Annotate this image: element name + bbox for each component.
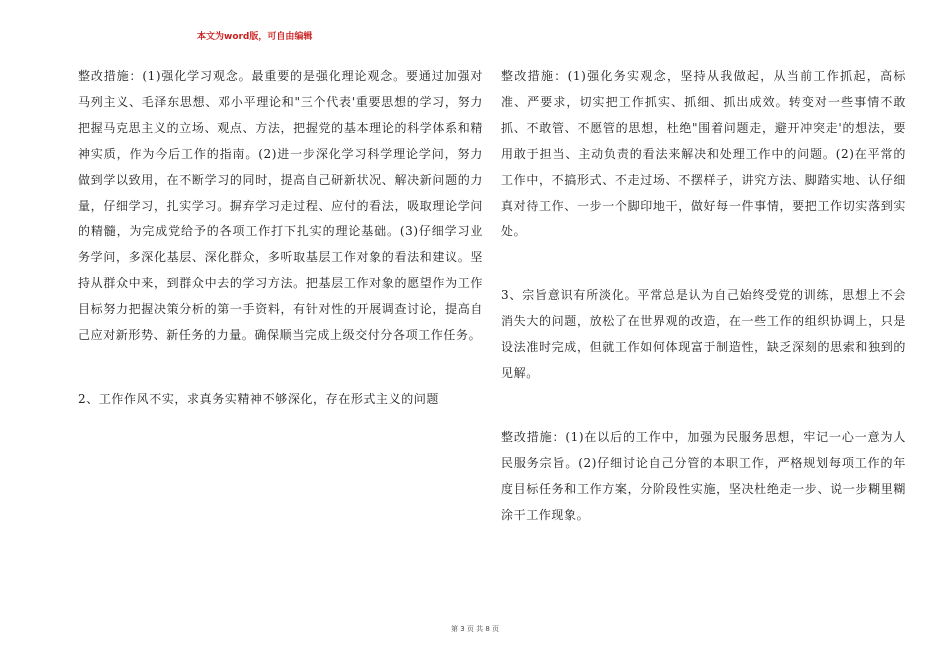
page-number-footer: 第 3 页 共 8 页 bbox=[450, 625, 500, 633]
left-column bbox=[78, 64, 483, 413]
issue-work-style: 2、工作作风不实，求真务实精神不够深化，存在形式主义的问题 bbox=[78, 391, 440, 406]
rectification-measures-practical: 整改措施：(1)强化务实观念，坚持从我做起，从当前工作抓起，高标准、严要求，切实把工作抓实、抓细、抓出成效。转变对一些事情不敢抓、不敢管、不愿管的思想，杜绝"围着问题走，避开冲突走'的想法，要用敢于担当、主动负责的看法来解决和处理工作中的问题。(2)在平常的工作中，不搞形式、不走过场、不摆样子，讲究方法、脚踏实地、认仔细真对待工作、一步一个脚印地干，做好每一件事情，要把工作切实落到实处。 bbox=[501, 69, 906, 239]
issue-purpose-awareness: 3、宗旨意识有所淡化。平常总是认为自己始终受党的训练，思想上不会消失大的问题，放松了在世界观的改造，在一些工作的组织协调上，只是设法准时完成，但就工作如何体现富于制造性，缺乏深刻的思索和独到的见解。 bbox=[501, 288, 906, 381]
rectification-measures-learning: 整改措施：(1)强化学习观念。最重要的是强化理论观念。要通过加强对马列主义、毛泽东思想、邓小平理论和"三个代表'重要思想的学习，努力把握马克思主义的立场、观点、方法，把握党的基本理论的科学体系和精神实质，作为今后工作的指南。(2)进一步深化学习科学理论学问，努力做到学以致用，在不断学习的同时，提高自己研新状况、解决新问题的力量，仔细学习，扎实学习。摒弃学习走过程、应付的看法，吸取理论学问的精髓，为完成党给予的各项工作打下扎实的理论基础。(3)仔细学习业务学问，多深化基层、深化群众，多听取基层工作对象的看法和建议。坚持从群众中来，到群众中去的学习方法。把基层工作对象的愿望作为工作目标努力把握决策分析的第一手资料，有针对性的开展调查讨论，提高自己应对新形势、新任务的力量。确保顺当完成上级交付分各项工作任务。 bbox=[78, 69, 483, 343]
right-column bbox=[501, 64, 906, 529]
watermark-text: 本文为word版，可自由编辑 bbox=[197, 32, 313, 42]
rectification-measures-service: 整改措施：(1)在以后的工作中，加强为民服务思想，牢记一心一意为人民服务宗旨。(2)仔细讨论自己分管的本职工作，严格规划每项工作的年度目标任务和工作方案，分阶段性实施，坚决杜绝走一步、说一步糊里糊涂干工作现象。 bbox=[501, 429, 906, 522]
